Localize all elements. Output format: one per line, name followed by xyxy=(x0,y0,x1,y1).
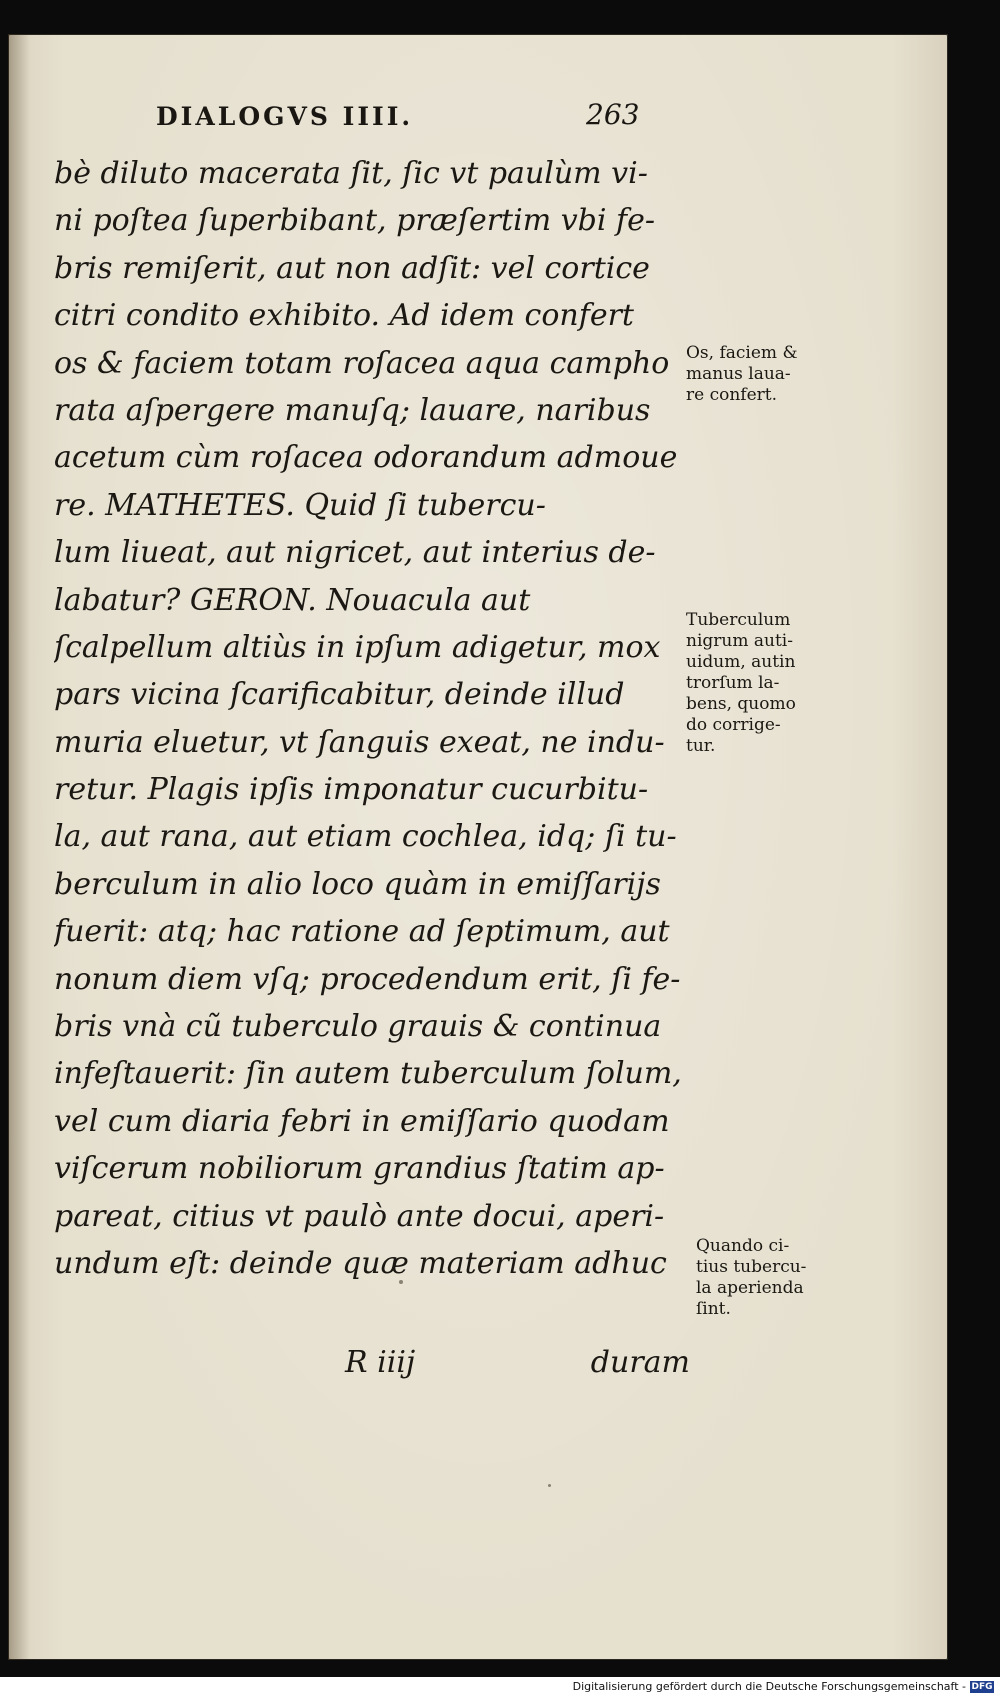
page-number: 263 xyxy=(586,98,640,131)
margin-note xyxy=(696,1236,846,1320)
margin-note-line: re confert. xyxy=(686,385,778,405)
margin-note-line: Os, faciem & xyxy=(686,343,798,363)
margin-note-line: Tuberculum xyxy=(686,610,791,630)
text-line: fuerit: atq; hac ratione ad ſeptimum, aut xyxy=(54,914,670,950)
text-line: infeſtauerit: ſin autem tuberculum ſolum, xyxy=(54,1056,682,1092)
text-line: nonum diem vſq; procedendum erit, ſi fe- xyxy=(54,961,681,997)
text-line: vel cum diaria febri in emiſſario quodam xyxy=(54,1103,670,1139)
text-line: muria eluetur, vt ſanguis exeat, ne indu- xyxy=(54,724,665,760)
text-line: ſcalpellum altiùs in ipſum adigetur, mox xyxy=(54,629,661,665)
text-line: pareat, citius vt paulò ante docui, aperi- xyxy=(54,1198,665,1234)
text-line: re. MATHETES. Quid ſi tubercu- xyxy=(54,487,546,523)
margin-note-line: manus laua- xyxy=(686,364,791,384)
margin-note-line: trorſum la- xyxy=(686,673,780,693)
text-line: acetum cùm roſacea odorandum admoue xyxy=(54,440,678,476)
text-line: os & faciem totam roſacea aqua campho xyxy=(54,345,670,381)
text-line: undum eſt: deinde quæ materiam adhuc xyxy=(54,1245,667,1281)
dfg-logo-icon: DFG xyxy=(971,1682,993,1692)
margin-note-line: la aperienda xyxy=(696,1278,804,1298)
text-line: citri condito exhibito. Ad idem confert xyxy=(54,298,634,334)
footer-credit: Digitalisierung gefördert durch die Deutsche Forschungsgemeinschaft - xyxy=(572,1680,966,1693)
paper-speck xyxy=(548,1484,551,1487)
catchline xyxy=(345,1345,690,1393)
text-line: bè diluto macerata ſit, ſic vt paulùm vi- xyxy=(54,156,648,191)
margin-note-line: Quando ci- xyxy=(696,1236,790,1256)
margin-note-line: ſint. xyxy=(696,1299,731,1319)
text-line: rata aſpergere manuſq; lauare, naribus xyxy=(54,392,651,428)
body-text xyxy=(54,150,684,1287)
margin-note-line: nigrum auti- xyxy=(686,631,793,651)
text-line: bris remiſerit, aut non adſit: vel cortice xyxy=(54,250,650,286)
catchword: duram xyxy=(590,1345,690,1380)
text-line: retur. Plagis ipſis imponatur cucurbitu- xyxy=(54,772,649,808)
margin-note xyxy=(686,610,836,757)
text-line: pars vicina ſcarificabitur, deinde illud xyxy=(54,677,625,713)
page-gutter-shadow xyxy=(8,34,30,1660)
text-line: la, aut rana, aut etiam cochlea, idq; ſi tu- xyxy=(54,819,677,855)
signature-mark: R iiij xyxy=(345,1345,416,1380)
page-header xyxy=(146,98,686,142)
margin-note-line: tur. xyxy=(686,736,716,756)
text-line: ni poſtea ſuperbibant, præſertim vbi fe- xyxy=(54,203,655,239)
text-line: berculum in alio loco quàm in emiſſarijs xyxy=(54,866,661,902)
margin-note xyxy=(686,343,836,406)
margin-note-line: uidum, autin xyxy=(686,652,796,672)
margin-note-line: do corrige- xyxy=(686,715,781,735)
text-line: lum liueat, aut nigricet, aut interius de- xyxy=(54,535,656,571)
running-title: DIALOGVS IIII. xyxy=(156,102,414,131)
margin-note-line: bens, quomo xyxy=(686,694,796,714)
margin-note-line: tius tubercu- xyxy=(696,1257,807,1277)
text-line: bris vnà cũ tuberculo grauis & continua xyxy=(54,1009,662,1045)
text-line: viſcerum nobiliorum grandius ſtatim ap- xyxy=(54,1151,665,1187)
text-line: labatur? GERON. Nouacula aut xyxy=(54,582,531,618)
digitization-footer xyxy=(0,1677,1000,1697)
